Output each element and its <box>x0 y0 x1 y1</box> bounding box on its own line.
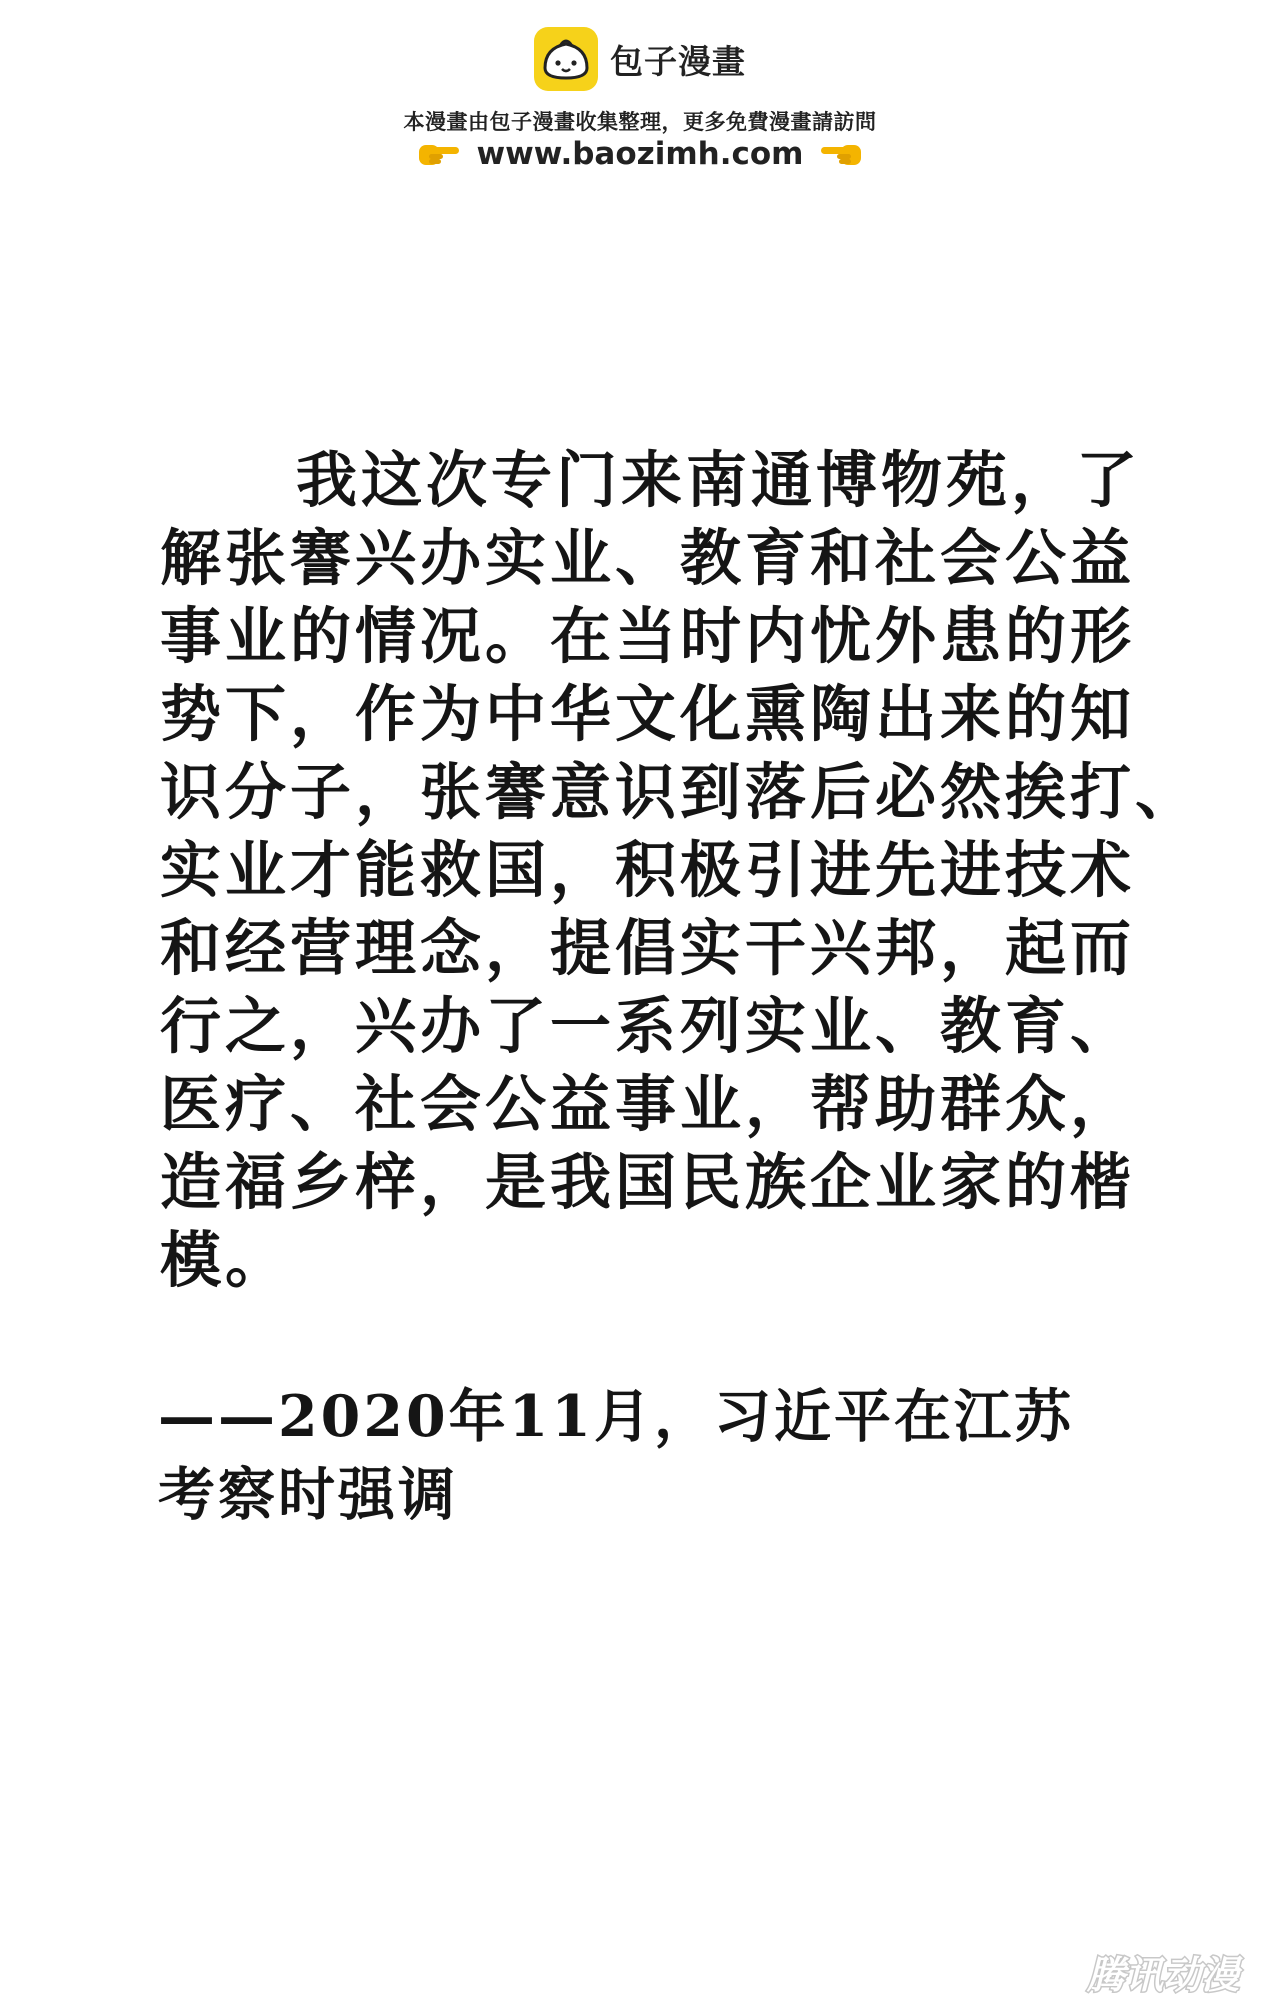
quote-line: 和经营理念，提倡实干兴邦，起而 <box>160 913 1136 984</box>
quote-line: 行之，兴办了一系列实业、教育、 <box>160 991 1136 1062</box>
svg-text:腾讯动漫: 腾讯动漫 <box>1086 1953 1240 1997</box>
quote-text <box>160 442 1201 1300</box>
site-header <box>0 0 1280 190</box>
quote-line: 我这次专门来南通博物苑，了 <box>296 445 1142 516</box>
quote-line: 造福乡梓，是我国民族企业家的楷 <box>160 1147 1136 1218</box>
quote-line: 事业的情况。在当时内忧外患的形 <box>160 601 1136 672</box>
quote-line: 医疗、社会公益事业，帮助群众， <box>160 1069 1136 1140</box>
publisher-watermark-logo <box>1068 1946 1258 2002</box>
quote-line: 识分子，张謇意识到落后必然挨打、 <box>160 757 1201 828</box>
quote-line: 势下，作为中华文化熏陶出来的知 <box>160 679 1136 750</box>
pointing-left-hand-icon <box>819 139 863 169</box>
site-notice: 本漫畫由包子漫畫收集整理，更多免費漫畫請訪問 <box>403 110 877 134</box>
bun-logo-icon <box>534 27 598 91</box>
quote-source <box>158 1378 1118 1534</box>
source-line: ——2020年11月，习近平在江苏 <box>158 1383 1074 1450</box>
quote-line: 解张謇兴办实业、教育和社会公益 <box>160 523 1136 594</box>
source-line: 考察时强调 <box>158 1461 458 1528</box>
site-url-link[interactable]: www.baozimh.com <box>476 136 804 172</box>
url-row <box>0 136 1280 172</box>
brand-name: 包子漫畫 <box>610 41 746 81</box>
pointing-right-hand-icon <box>417 139 461 169</box>
brand[interactable] <box>534 26 746 92</box>
quote-line: 实业才能救国，积极引进先进技术 <box>160 835 1136 906</box>
quote-line: 模。 <box>160 1225 291 1296</box>
